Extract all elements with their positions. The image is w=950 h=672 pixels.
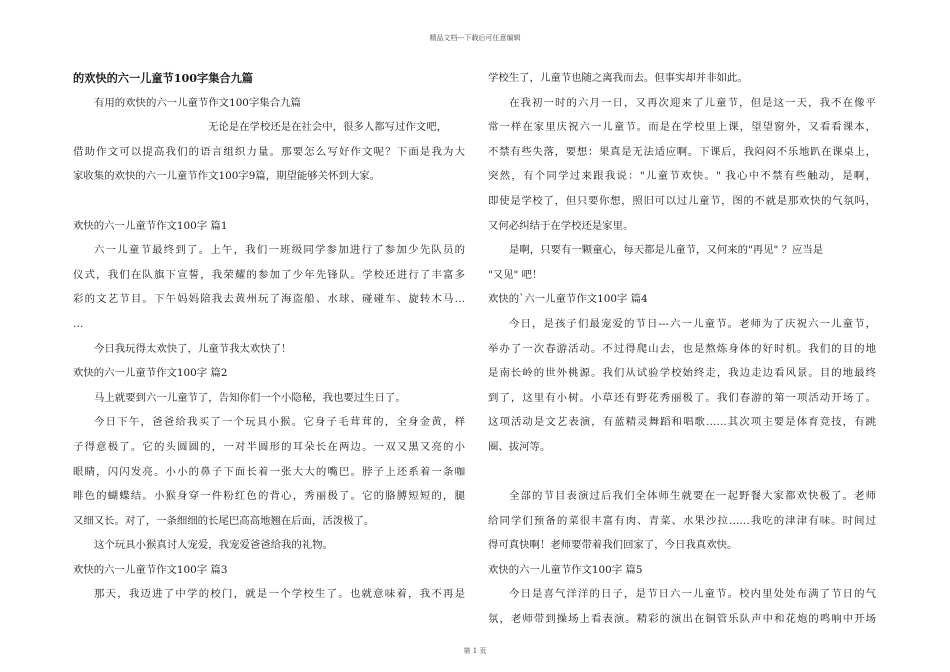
paragraph-line: 那天，我迈进了中学的校门，就是一个学校生了。也就意味着，我不再是 xyxy=(94,588,465,601)
paragraph-line: … xyxy=(73,317,84,330)
paragraph-line: 眼睛，闪闪发亮。小小的鼻子下面长着一张大大的嘴巴。脖子上还系着一条咖 xyxy=(73,465,465,478)
paragraph-line: 这个玩具小猴真讨人宠爱，我宠爱爸爸给我的礼物。 xyxy=(94,539,333,552)
paragraph-line: 不禁有些失落，要想：果真是无法适应啊。下课后，我闷闷不乐地趴在课桌上， xyxy=(488,145,876,158)
paragraph-line: 这项活动是文艺表演，有蓝精灵舞蹈和唱歌……其次项主要是体育竞技，有跳 xyxy=(488,416,876,429)
paragraph-line: 六一儿童节最终到了。上午，我们一班级同学参加进行了参加少先队员的 xyxy=(94,244,465,257)
paragraph-line: 圈、拔河等。 xyxy=(488,440,551,453)
paragraph-line: 在我初一时的六月一日，又再次迎来了儿童节，但是这一天，我不在像平 xyxy=(509,96,876,109)
page-header: 精品文档---下载后可任意编辑 xyxy=(429,34,521,42)
paragraph-line: 得可真快啊！老师要带着我们回家了，今日我真欢快。 xyxy=(488,539,738,552)
section-heading-5: 欢快的六一儿童节作文100字 篇5 xyxy=(488,563,643,576)
section-heading-2: 欢快的六一儿童节作文100字 篇2 xyxy=(73,367,228,380)
paragraph-line: 氛，老师带到操场上看表演。精彩的演出在铜管乐队声中和花炮的鸣响中开场 xyxy=(488,613,876,626)
paragraph-line: 突然，有个同学过来跟我说："儿童节欢快。" 我心中不禁有些触动，是啊， xyxy=(488,170,876,183)
paragraph-line: 到了，这里有小树。小草还有野花秀丽极了。我们春游的第一项活动开场了。 xyxy=(488,391,876,404)
paragraph-line: 是啊，只要有一颗童心，每天都是儿童节，又何来的"再见" ？应当是 xyxy=(509,244,824,257)
paragraph-line: 给同学们预备的菜很丰富有肉、青菜、水果沙拉……我吃的津津有味。时间过 xyxy=(488,514,876,527)
paragraph-line: 今日，是孩子们最宠爱的节日---六一儿童节。老师为了庆祝六一儿童节， xyxy=(509,317,876,330)
paragraph-line: 即使是学校了，但只要你想，照旧可以过儿童节，图的不就是那欢快的气氛吗， xyxy=(488,194,876,207)
paragraph-line: 又何必纠结于在学校还是家里。 xyxy=(488,219,634,232)
paragraph-line: 彩的文艺节目。下午妈妈陪我去黄州玩了海盗船、水球、碰碰车、旋转木马… xyxy=(73,293,465,306)
intro-line: 无论是在学校还是在社会中，很多人都写过作文吧， xyxy=(208,121,447,134)
section-heading-4: 欢快的`六一儿童节作文100字 篇4 xyxy=(488,293,648,306)
paragraph-line: 全部的节目表演过后我们全体师生就要在一起野餐大家都欢快极了。老师 xyxy=(509,490,876,503)
paragraph-line: 今日我玩得太欢快了，儿童节我太欢快了！ xyxy=(94,342,292,355)
paragraph-line: 子得意极了。它的头圆圆的，一对半圆形的耳朵长在两边。一双又黑又亮的小 xyxy=(73,440,465,453)
paragraph-line: 今日下午，爸爸给我买了一个玩具小猴。它身子毛茸茸的，全身金黄，样 xyxy=(94,416,465,429)
spacer xyxy=(488,460,876,485)
right-column xyxy=(488,66,876,632)
section-heading-3: 欢快的六一儿童节作文100字 篇3 xyxy=(73,563,228,576)
left-column xyxy=(73,66,465,607)
paragraph-line: "又见" 吧！ xyxy=(488,268,543,281)
section-heading-1: 欢快的六一儿童节作文100字 篇1 xyxy=(73,219,228,232)
paragraph-line: 学校生了，儿童节也随之离我而去。但事实却并非如此。 xyxy=(488,72,748,84)
paragraph-line: 啡色的蝴蝶结。小猴身穿一件粉红色的背心，秀丽极了。它的胳膊短短的，腿 xyxy=(73,490,465,503)
document-title: 的欢快的六一儿童节100字集合九篇 xyxy=(73,71,253,85)
paragraph-line: 举办了一次春游活动。不过得爬山去，也是熬炼身体的好时机。我们的目的地 xyxy=(488,342,876,355)
page-footer: 第 1 页 xyxy=(463,647,487,655)
intro-line: 借助作文可以提高我们的语言组织力量。那要怎么写好作文呢？下面是我为大 xyxy=(73,145,465,158)
intro-line: 家收集的欢快的六一儿童节作文100字9篇，期望能够关怀到大家。 xyxy=(73,170,380,183)
spacer xyxy=(73,189,465,214)
paragraph-line: 是南长岭的世外桃源。我们从试验学校始终走，我边走边看风景。目的地最终 xyxy=(488,367,876,380)
paragraph-line: 今日是喜气洋洋的日子，是节日六一儿童节。校内里处处布满了节日的气 xyxy=(509,588,876,601)
paragraph-line: 马上就要到六一儿童节了，告知你们一个小隐秘，我也要过生日了。 xyxy=(94,391,406,404)
subtitle: 有用的欢快的六一儿童节作文100字集合九篇 xyxy=(94,96,301,109)
paragraph-line: 又细又长。对了，一条细细的长尾巴高高地翘在后面，活泼极了。 xyxy=(73,514,375,527)
paragraph-line: 仪式，我们在队旗下宣誓，我荣耀的参加了少年先锋队。学校还进行了丰富多 xyxy=(73,268,465,281)
paragraph-line: 常一样在家里庆祝六一儿童节。而是在学校里上课，望望窗外，又看看课本， xyxy=(488,121,876,134)
